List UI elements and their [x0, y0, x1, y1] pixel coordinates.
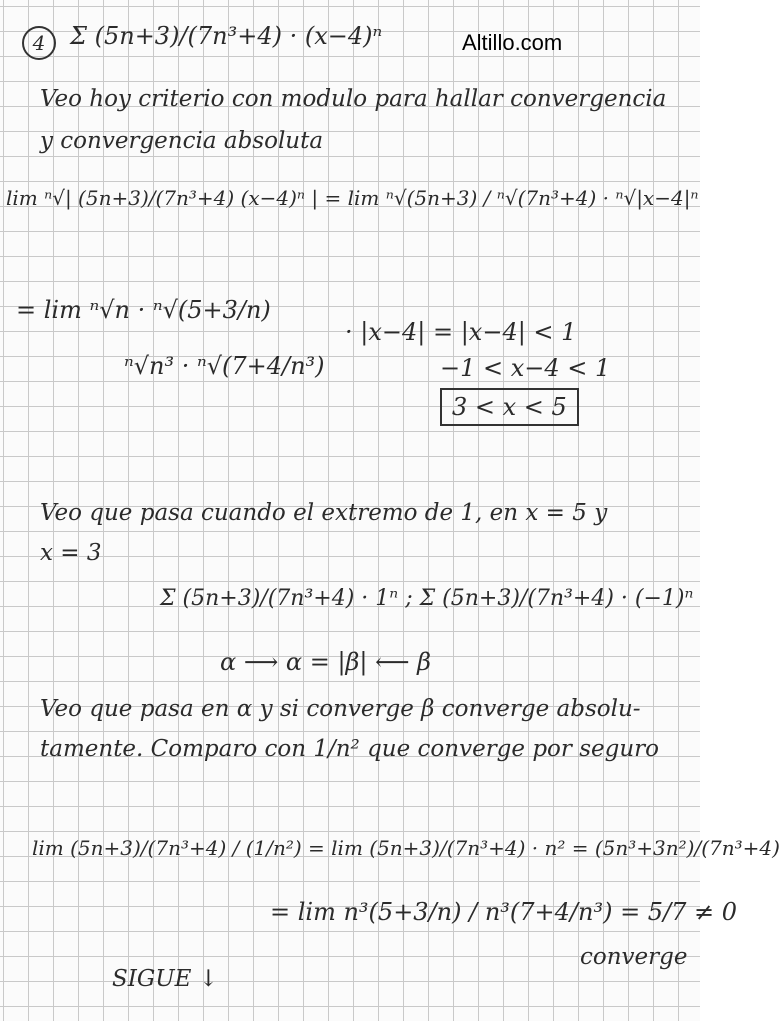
equation-limit-denominator: ⁿ√n³ · ⁿ√(7+4/n³) — [124, 352, 325, 380]
text-line-endpoints: Veo que pasa cuando el extremo de 1, en x = 5 y — [40, 500, 608, 526]
equation-alpha-beta: α ⟶ α = |β| ⟵ β — [220, 648, 432, 676]
equation-interval-inequality: −1 < x−4 < 1 — [440, 354, 611, 382]
text-converge: converge — [580, 944, 688, 970]
series-statement: Σ (5n+3)/(7n³+4) · (x−4)ⁿ — [70, 22, 383, 50]
text-line-x-equals-3: x = 3 — [40, 540, 102, 566]
equation-endpoint-series: Σ (5n+3)/(7n³+4) · 1ⁿ ; Σ (5n+3)/(7n³+4) · (−1)ⁿ — [160, 586, 694, 611]
interval-result: 3 < x < 5 — [452, 393, 567, 421]
exercise-number: 4 — [22, 26, 56, 60]
text-line-alpha-converge: Veo que pasa en α y si converge β converge absolu- — [40, 696, 641, 722]
text-line-root-test: Veo hoy criterio con modulo para hallar convergencia — [40, 86, 667, 112]
equation-limit-result: = lim n³(5+3/n) / n³(7+4/n³) = 5/7 ≠ 0 — [270, 898, 738, 926]
equation-limit-comparison: lim (5n+3)/(7n³+4) / (1/n²) = lim (5n+3)/(7n³+4) · n² = (5n³+3n²)/(7n³+4) — [32, 836, 780, 860]
equation-limit-numerator: = lim ⁿ√n · ⁿ√(5+3/n) — [16, 296, 271, 324]
watermark: Altillo.com — [462, 30, 563, 55]
text-sigue: SIGUE ↓ — [112, 966, 218, 992]
boxed-interval — [440, 388, 579, 426]
equation-abs-less-one: · |x−4| = |x−4| < 1 — [345, 318, 577, 346]
equation-root-limit: lim ⁿ√| (5n+3)/(7n³+4) (x−4)ⁿ | = lim ⁿ√(5n+3) / ⁿ√(7n³+4) · ⁿ√|x−4|ⁿ — [6, 186, 699, 210]
text-line-absolute-convergence: y convergencia absoluta — [40, 128, 324, 154]
text-line-compare: tamente. Comparo con 1/n² que converge por seguro — [40, 736, 660, 762]
